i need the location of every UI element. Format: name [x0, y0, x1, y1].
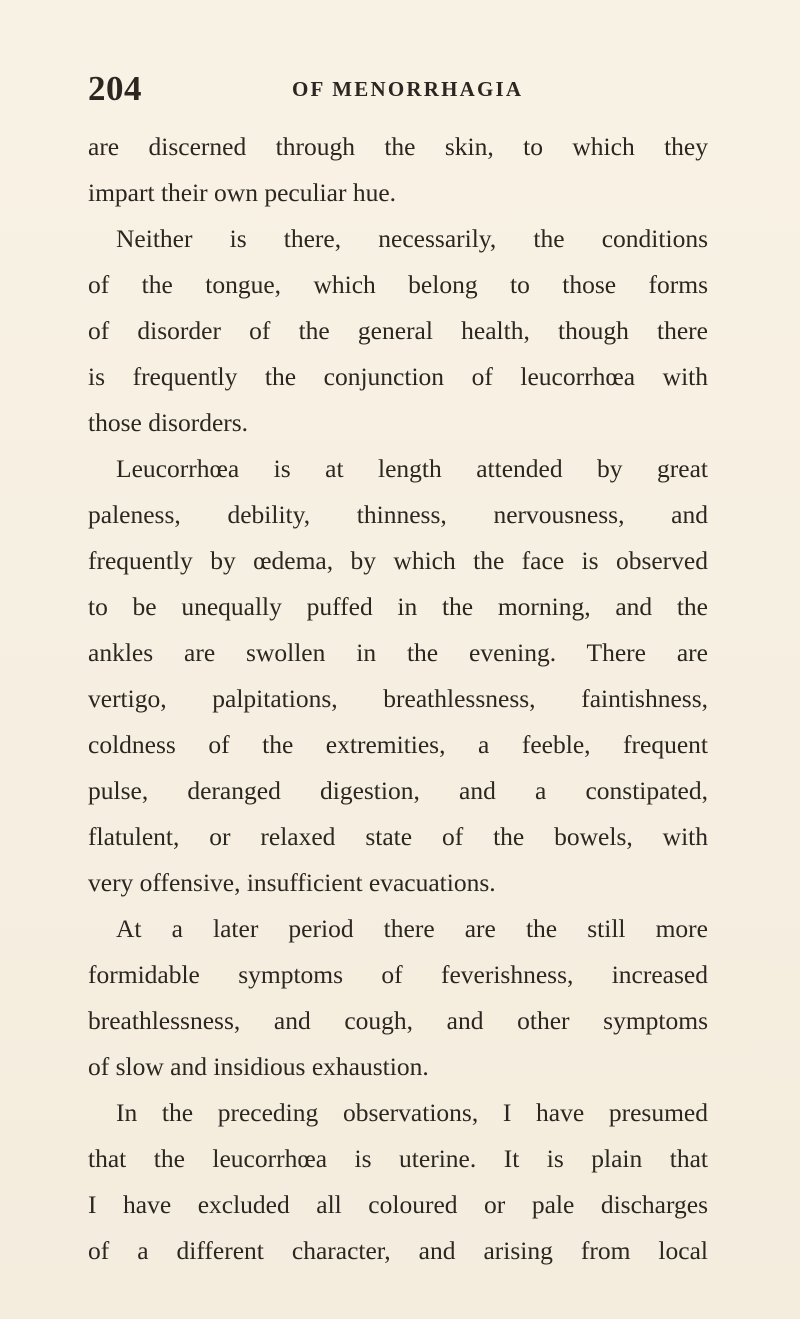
text-line: At a later period there are the still more: [116, 914, 708, 943]
text-line: impart their own peculiar hue.: [88, 178, 397, 207]
text-line: formidable symptoms of feverishness, increased: [88, 960, 708, 989]
text-line: coldness of the extremities, a feeble, frequent: [88, 730, 708, 759]
text-line: of disorder of the general health, though there: [88, 316, 708, 345]
text-line: paleness, debility, thinness, nervousness, and: [88, 500, 708, 529]
text-line: vertigo, palpitations, breathlessness, faintishness,: [88, 684, 708, 713]
text-line: In the preceding observations, I have presumed: [116, 1098, 708, 1127]
text-line: to be unequally puffed in the morning, and the: [88, 592, 708, 621]
text-line: frequently by œdema, by which the face is observed: [88, 546, 708, 575]
text-line: of slow and insidious exhaustion.: [88, 1052, 429, 1081]
body-text: [88, 124, 708, 1274]
text-line: is frequently the conjunction of leucorrhœa with: [88, 362, 708, 391]
text-line: flatulent, or relaxed state of the bowels, with: [88, 822, 708, 851]
text-line: Neither is there, necessarily, the conditions: [116, 224, 708, 253]
page-number: 204: [88, 69, 142, 108]
text-line: very offensive, insufficient evacuations.: [88, 868, 496, 897]
text-line: Leucorrhœa is at length attended by great: [116, 454, 708, 483]
text-line: breathlessness, and cough, and other symptoms: [88, 1006, 708, 1035]
text-line: I have excluded all coloured or pale discharges: [88, 1190, 708, 1219]
text-line: are discerned through the skin, to which they: [88, 132, 708, 161]
text-line: pulse, deranged digestion, and a constipated,: [88, 776, 708, 805]
text-line: ankles are swollen in the evening. There are: [88, 638, 708, 667]
running-head: OF MENORRHAGIA: [292, 77, 524, 101]
text-line: those disorders.: [88, 408, 249, 437]
text-line: of a different character, and arising from local: [88, 1236, 708, 1265]
text-line: that the leucorrhœa is uterine. It is plain that: [88, 1144, 708, 1173]
page-header: [88, 68, 708, 110]
text-line: of the tongue, which belong to those forms: [88, 270, 708, 299]
